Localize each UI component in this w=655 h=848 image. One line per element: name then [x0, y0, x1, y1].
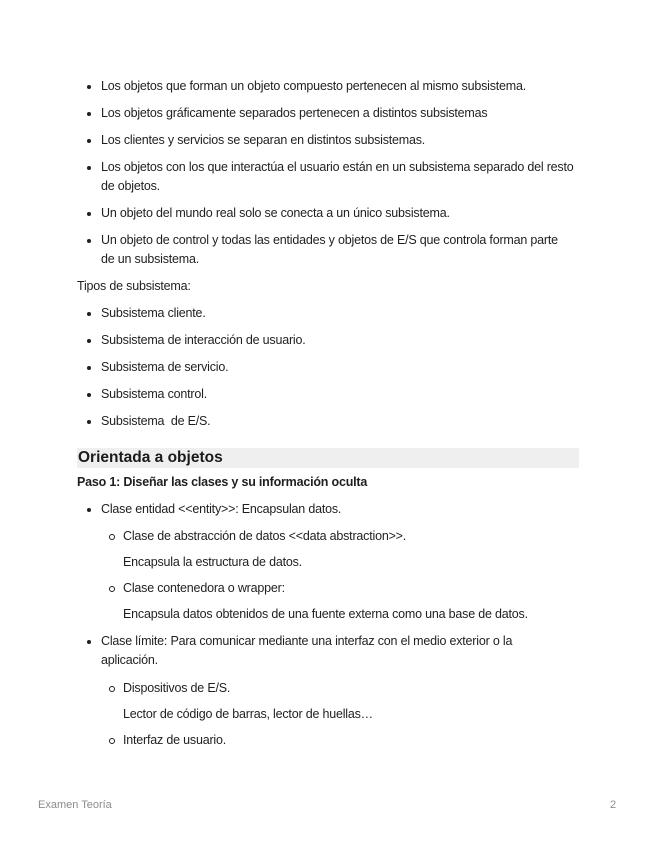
footer-title: Examen Teoría [38, 799, 112, 811]
list-item: Un objeto de control y todas las entidades y objetos de E/S que controla forman parte de un subsistema. [77, 231, 571, 269]
list-item-boundary: Clase límite: Para comunicar mediante una interfaz con el medio exterior o la aplicación. [77, 632, 571, 670]
page-number: 2 [610, 799, 617, 811]
list-item: Un objeto del mundo real solo se conecta a un único subsistema. [77, 204, 450, 223]
list-item: Subsistema de E/S. [77, 412, 210, 431]
section-heading: Orientada a objetos [77, 448, 579, 468]
types-intro: Tipos de subsistema: [77, 279, 191, 293]
list-item-data-abstraction: Clase de abstracción de datos <<data abstraction>>. [77, 527, 406, 546]
list-item: Subsistema cliente. [77, 304, 206, 323]
list-item: Los objetos gráficamente separados pertenecen a distintos subsistemas [77, 104, 487, 123]
list-item-entity: Clase entidad <<entity>>: Encapsulan datos. [77, 500, 341, 519]
list-item-user-interface: Interfaz de usuario. [77, 731, 226, 750]
list-item-description: Lector de código de barras, lector de huellas… [123, 707, 373, 721]
list-item-description: Encapsula la estructura de datos. [123, 555, 302, 569]
list-item: Subsistema de servicio. [77, 358, 228, 377]
list-item: Los objetos con los que interactúa el usuario están en un subsistema separado del resto de objetos. [77, 158, 579, 196]
list-item-wrapper: Clase contenedora o wrapper: [77, 579, 285, 598]
list-item-description: Encapsula datos obtenidos de una fuente externa como una base de datos. [123, 607, 528, 621]
list-item: Subsistema de interacción de usuario. [77, 331, 306, 350]
list-item-io-devices: Dispositivos de E/S. [77, 679, 230, 698]
list-item: Subsistema control. [77, 385, 207, 404]
list-item: Los objetos que forman un objeto compuesto pertenecen al mismo subsistema. [77, 77, 526, 96]
step-heading: Paso 1: Diseñar las clases y su información oculta [77, 475, 368, 489]
list-item: Los clientes y servicios se separan en distintos subsistemas. [77, 131, 425, 150]
